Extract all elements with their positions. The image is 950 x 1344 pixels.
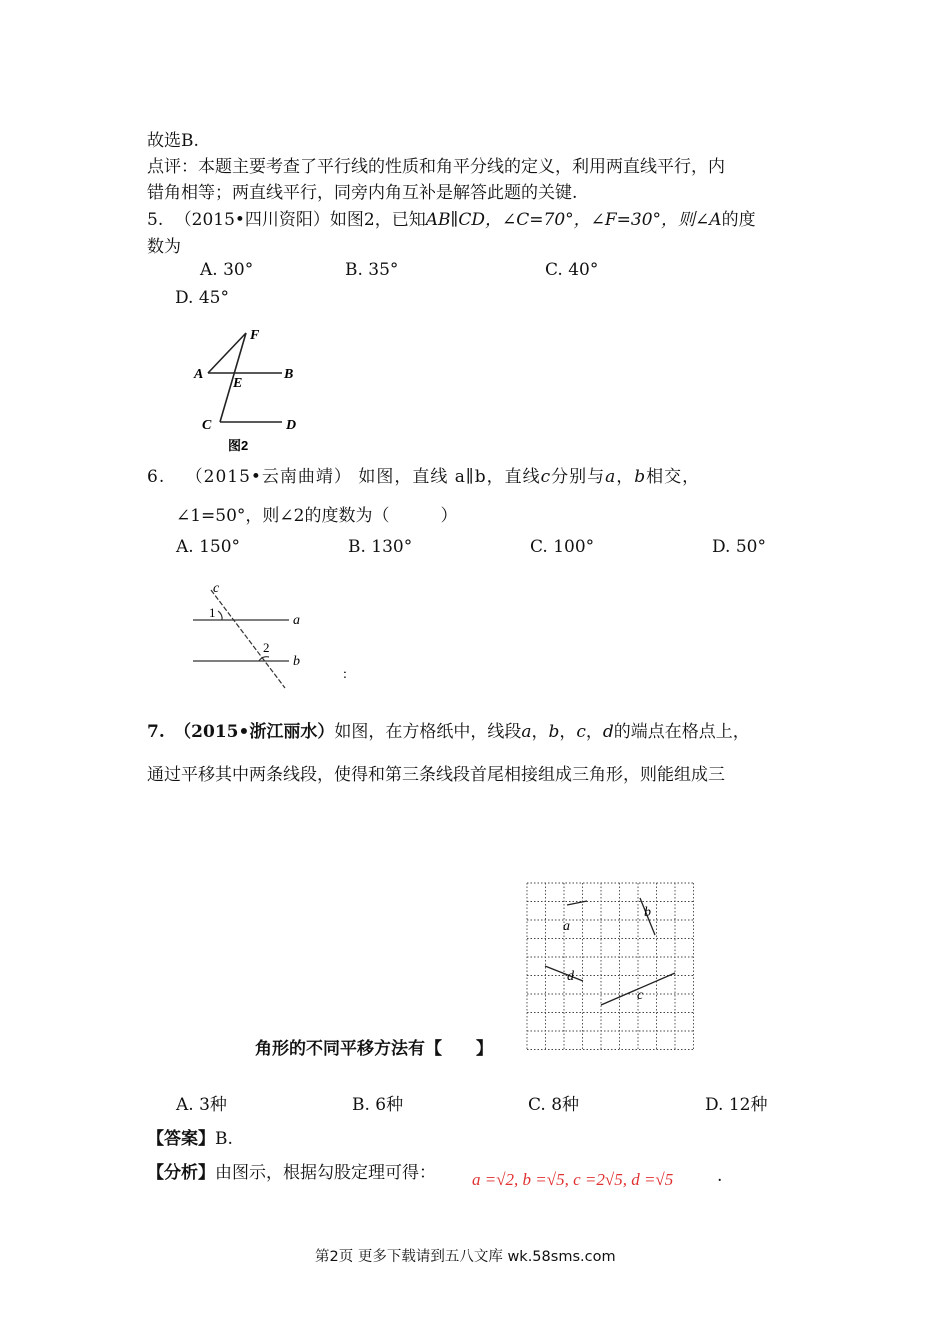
q5-option-c: C. 40°: [545, 260, 599, 280]
fig2-caption: 图2: [228, 438, 249, 453]
q6-option-a: A. 150°: [176, 537, 241, 557]
fig6-label-2: 2: [263, 640, 270, 655]
q5-option-b: B. 35°: [345, 260, 399, 280]
analysis-text: 由图示，根据勾股定理可得：: [215, 1163, 436, 1183]
grid-label-b: b: [644, 905, 651, 920]
analysis-tag: 【分析】: [147, 1163, 215, 1183]
q6-line-2: ∠1=50°，则∠2的度数为（ ）: [176, 506, 458, 526]
grid-label-c: c: [637, 988, 644, 1003]
q6-option-d: D. 50°: [712, 537, 766, 557]
answer-value: B.: [215, 1129, 233, 1149]
analysis-formula: a =√2, b =√5, c =2√5, d =√5: [472, 1170, 674, 1189]
q7-line-1: 7. （2015•浙江丽水）如图，在方格纸中，线段a，b，c，d的端点在格点上，: [147, 722, 750, 742]
analysis-end: .: [717, 1166, 723, 1186]
q7-option-c: C. 8种: [528, 1095, 580, 1115]
fig6-label-1: 1: [209, 605, 216, 620]
q6-option-b: B. 130°: [348, 537, 413, 557]
q7-number: 7.: [147, 722, 165, 742]
q7-source: （2015•浙江丽水）: [174, 722, 335, 742]
q5-line-2: 数为: [147, 237, 181, 257]
q6-text-b: 分别与: [551, 467, 606, 487]
q7-line-2: 通过平移其中两条线段，使得和第三条线段首尾相接组成三角形，则能组成三: [147, 765, 725, 785]
q7-option-a: A. 3种: [176, 1095, 227, 1115]
q7-text: 如图，在方格纸中，线段: [334, 722, 522, 742]
page-footer: 第2页 更多下载请到五八文库 wk.58sms.com: [315, 1249, 616, 1265]
q7-line-3: 角形的不同平移方法有【 】: [255, 1039, 493, 1059]
q6-var-a: a: [605, 467, 617, 487]
intro-line-3: 错角相等；两直线平行，同旁内角互补是解答此题的关键.: [147, 183, 578, 203]
fig6-stray-mark: :: [343, 667, 347, 682]
fig6-label-c: c: [213, 581, 220, 596]
q6-sep: ，: [616, 467, 635, 487]
fig2-label-c: C: [202, 418, 212, 433]
q5-tail: 的度: [721, 210, 756, 230]
q5-source: （2015•四川资阳）如图2，已知: [174, 210, 426, 230]
q5-condition: AB∥CD，∠C=70°，∠F=30°，则∠A: [425, 210, 722, 230]
q7-grid-figure: [527, 883, 695, 1047]
fig2-label-b: B: [284, 367, 294, 382]
fig2-label-f: F: [250, 328, 260, 343]
q7-var-a: a: [521, 722, 532, 742]
q5-option-d: D. 45°: [175, 288, 229, 308]
analysis-line: [147, 1158, 436, 1183]
intro-line-1: 故选B.: [147, 131, 199, 151]
figure-2: [190, 325, 310, 455]
q6-line-1: [147, 462, 700, 487]
q5-number: 5.: [147, 210, 164, 230]
grid-label-d: d: [567, 969, 574, 984]
fig2-label-d: D: [286, 418, 297, 433]
q6-number: 6.: [147, 467, 166, 487]
q7-option-b: B. 6种: [352, 1095, 404, 1115]
q5-option-a: A. 30°: [200, 260, 254, 280]
q6-option-c: C. 100°: [530, 537, 595, 557]
fig2-label-a: A: [194, 367, 204, 382]
q6-figure: [185, 580, 365, 695]
fig6-label-b: b: [293, 654, 300, 669]
q6-var-c: c: [540, 467, 552, 487]
q6-text-c: 相交，: [646, 467, 701, 487]
fig2-label-e: E: [233, 376, 243, 391]
fig6-label-a: a: [293, 613, 300, 628]
intro-line-2: 点评：本题主要考查了平行线的性质和角平分线的定义，利用两直线平行，内: [147, 157, 725, 177]
answer-line: [147, 1124, 233, 1149]
q6-source: （2015•云南曲靖） 如图，直线 a∥b，直线: [185, 467, 541, 487]
q7-var-d: d: [602, 722, 614, 742]
grid-label-a: a: [563, 919, 570, 934]
q7-var-c: c: [576, 722, 586, 742]
q7-option-d: D. 12种: [705, 1095, 768, 1115]
q7-var-b: b: [548, 722, 560, 742]
answer-tag: 【答案】: [147, 1129, 215, 1149]
q6-var-b: b: [634, 467, 647, 487]
q7-text-end: 的端点在格点上，: [613, 722, 750, 742]
q5-line-1: [147, 205, 756, 230]
